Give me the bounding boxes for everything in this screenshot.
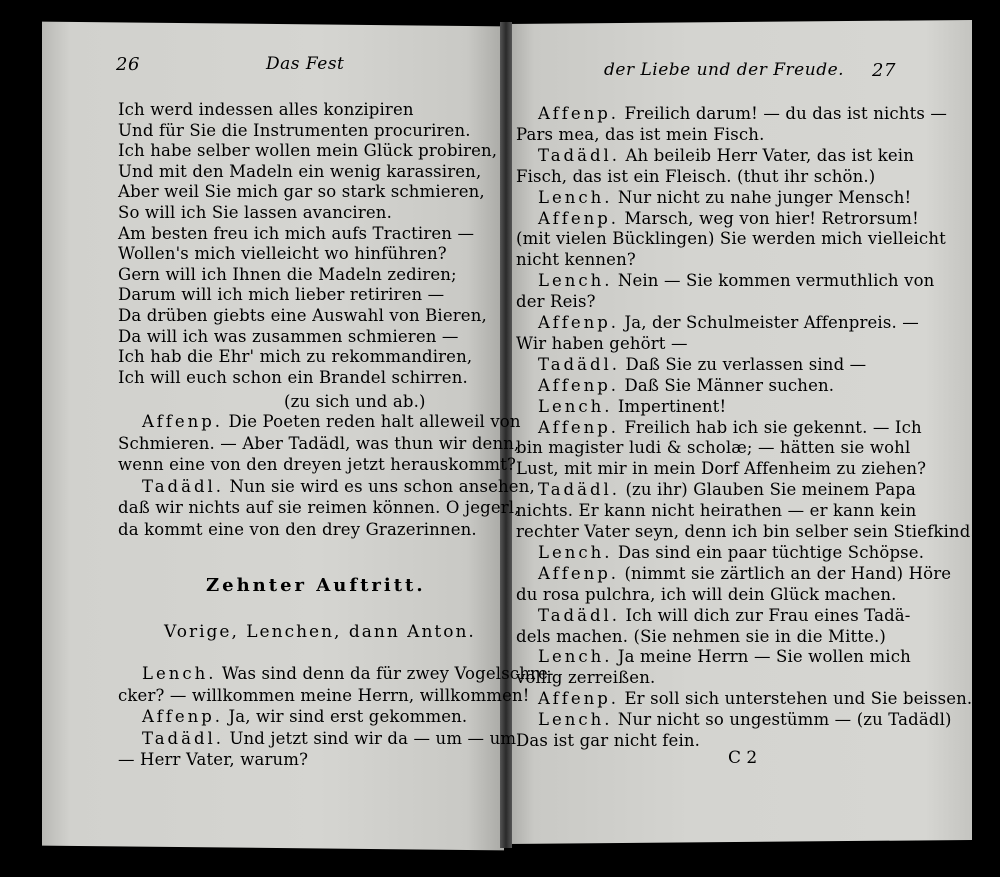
dialogue-line (142, 412, 521, 432)
speech-text: nichts. Er kann nicht heirathen — er kann kein (516, 501, 917, 521)
speech-text: Pars mea, das ist mein Fisch. (516, 124, 765, 144)
verse-line: Aber weil Sie mich gar so stark schmieren, (118, 182, 485, 202)
right-text-line (516, 292, 596, 312)
right-text-line (516, 522, 976, 542)
speech-continuation: wenn eine von den dreyen jetzt herauskommt? (118, 455, 517, 474)
left-page-number: 26 (116, 54, 140, 75)
verse-line: Ich hab die Ehr' mich zu rekommandiren, (118, 347, 473, 367)
speech-text: Er soll sich unterstehen und Sie beissen. (624, 689, 973, 709)
signature-mark: C 2 (728, 748, 758, 768)
right-text-line (538, 647, 911, 667)
speaker-name: Lench. (142, 664, 217, 683)
right-text-line (538, 376, 834, 396)
verse-line: Wollen's mich vielleicht wo hinführen? (118, 244, 447, 264)
speech-text: Daß Sie Männer suchen. (624, 375, 835, 395)
speech-text: Freilich darum! — du das ist nichts — (624, 104, 948, 123)
right-text-line (538, 146, 914, 166)
scene-title: Zehnter Auftritt. (206, 575, 426, 596)
speaker-name: Affenp. (538, 208, 620, 228)
right-text-line (538, 418, 922, 438)
speech-text: Lust, mit mir in mein Dorf Affenheim zu ziehen? (516, 459, 927, 479)
speaker-name: Tadädl. (538, 145, 621, 165)
verse-line: So will ich Sie lassen avanciren. (118, 203, 392, 222)
right-text-line (516, 459, 926, 479)
speaker-name: Lench. (538, 542, 613, 562)
right-text-line (538, 710, 952, 730)
verse-line: Ich will euch schon ein Brandel schirren. (118, 367, 468, 387)
speech-text: Marsch, weg von hier! Retrorsum! (624, 208, 919, 228)
dialogue-line (142, 707, 467, 727)
speech-text: Ah beileib Herr Vater, das ist kein (625, 145, 914, 165)
speech-text: Und jetzt sind wir da — um — um (224, 728, 517, 748)
right-text-line (516, 668, 655, 688)
speech-text: Wir haben gehört — (516, 333, 688, 353)
right-text-line (538, 480, 916, 500)
speech-text: (nimmt sie zärtlich an der Hand) Höre (624, 563, 952, 583)
right-text-line (516, 125, 764, 145)
right-text-line (538, 104, 947, 124)
right-text-line (516, 627, 886, 647)
verse-line: Darum will ich mich lieber retiriren — (118, 285, 445, 305)
right-text-line (516, 585, 897, 605)
right-text-line (538, 209, 919, 229)
speech-text: Das sind ein paar tüchtige Schöpse. (617, 542, 925, 562)
right-text-line (516, 438, 910, 458)
speech-text: Nur nicht so ungestümm — (zu Tadädl) (617, 710, 952, 730)
speech-text: völlig zerreißen. (516, 668, 656, 688)
speech-text: Ich will dich zur Frau eines Tadä- (625, 605, 911, 625)
right-text-line (538, 689, 972, 709)
right-text-line (538, 543, 924, 563)
speech-text: Nein — Sie kommen vermuthlich von (617, 271, 935, 291)
right-running-head: der Liebe und der Freude. (604, 60, 845, 80)
speaker-name: Tadädl. (142, 728, 225, 748)
right-text-line (516, 334, 688, 354)
speech-text: Freilich hab ich sie gekennt. — Ich (624, 417, 922, 437)
right-text-line (516, 167, 875, 187)
speech-text: Ja, wir sind erst gekommen. (223, 707, 468, 726)
speaker-name: Lench. (538, 647, 613, 667)
speaker-name: Affenp. (538, 104, 620, 123)
verse-line: Gern will ich Ihnen die Madeln zediren; (118, 264, 457, 284)
speech-text: rechter Vater seyn, denn ich bin selber sein Stiefkind. (516, 522, 976, 541)
speech-text: Daß Sie zu verlassen sind — (625, 354, 867, 374)
dialogue-line (142, 729, 516, 749)
dialogue-line (142, 664, 554, 684)
right-page-number: 27 (872, 60, 896, 81)
stage-direction: (zu sich und ab.) (284, 392, 426, 411)
left-running-head: Das Fest (266, 54, 345, 74)
speech-text: nicht kennen? (516, 250, 636, 270)
verse-line: Ich werd indessen alles konzipiren (118, 100, 414, 119)
speech-text: dels machen. (Sie nehmen sie in die Mitte.) (516, 626, 886, 646)
right-text-line (538, 355, 866, 375)
speech-text: Nur nicht zu nahe junger Mensch! (617, 187, 912, 207)
verse-line: Da will ich was zusammen schmieren — (118, 326, 459, 346)
speech-text: Die Poeten reden halt alleweil von (223, 412, 521, 431)
speaker-name: Affenp. (538, 313, 620, 332)
right-text-line (516, 229, 946, 249)
speech-text: bin magister ludi & scholæ; — hätten sie wohl (516, 438, 911, 458)
speaker-name: Affenp. (142, 707, 224, 726)
scene-persons: Vorige, Lenchen, dann Anton. (164, 622, 476, 642)
right-text-line (538, 606, 911, 626)
speaker-name: Affenp. (538, 689, 620, 709)
speaker-name: Lench. (538, 187, 613, 207)
right-text-line (516, 731, 700, 751)
right-text-line (516, 250, 636, 270)
speaker-name: Affenp. (538, 375, 620, 395)
speech-text: Was sind denn da für zwey Vogelschre- (216, 664, 554, 683)
speech-text: du rosa pulchra, ich will dein Glück machen. (516, 584, 897, 604)
speaker-name: Tadädl. (538, 354, 621, 374)
speech-text: (mit vielen Bücklingen) Sie werden mich vielleicht (516, 229, 946, 249)
speaker-name: Lench. (538, 271, 613, 291)
right-text-line (538, 564, 951, 584)
right-text-line (538, 188, 911, 208)
speech-text: Fisch, das ist ein Fleisch. (thut ihr schön.) (516, 166, 876, 186)
speech-continuation: da kommt eine von den drey Grazerinnen. (118, 519, 477, 539)
speech-text: Ja, der Schulmeister Affenpreis. — (624, 313, 919, 332)
right-text-line (538, 271, 934, 291)
speaker-name: Tadädl. (142, 476, 225, 496)
right-text-line (538, 313, 919, 333)
speaker-name: Affenp. (538, 563, 620, 583)
verse-line: Und mit den Madeln ein wenig karassiren, (118, 161, 482, 181)
speaker-name: Lench. (538, 396, 613, 416)
speech-continuation: daß wir nichts auf sie reimen können. O jegerl, (118, 498, 520, 517)
verse-line: Da drüben giebts eine Auswahl von Bieren, (118, 306, 487, 325)
speaker-name: Affenp. (142, 412, 224, 431)
verse-line: Am besten freu ich mich aufs Tractiren — (118, 223, 475, 243)
speech-continuation: cker? — willkommen meine Herrn, willkommen! (118, 685, 530, 705)
speech-continuation: — Herr Vater, warum? (118, 750, 309, 769)
speech-text: (zu ihr) Glauben Sie meinem Papa (625, 480, 917, 500)
speech-text: Das ist gar nicht fein. (516, 731, 701, 750)
speaker-name: Tadädl. (538, 480, 621, 500)
right-text-line (538, 397, 726, 417)
speaker-name: Lench. (538, 710, 613, 730)
speech-text: Nun sie wird es uns schon ansehen, (224, 476, 535, 496)
speaker-name: Affenp. (538, 417, 620, 437)
speech-continuation: Schmieren. — Aber Tadädl, was thun wir denn, (118, 433, 520, 453)
speech-text: der Reis? (516, 292, 596, 312)
right-text-line (516, 501, 916, 521)
speech-text: Impertinent! (617, 396, 727, 416)
speech-text: Ja meine Herrn — Sie wollen mich (617, 647, 911, 667)
speaker-name: Tadädl. (538, 605, 621, 625)
verse-line: Ich habe selber wollen mein Glück probiren, (118, 141, 498, 161)
dialogue-line (142, 477, 535, 497)
verse-line: Und für Sie die Instrumenten procuriren. (118, 120, 471, 140)
